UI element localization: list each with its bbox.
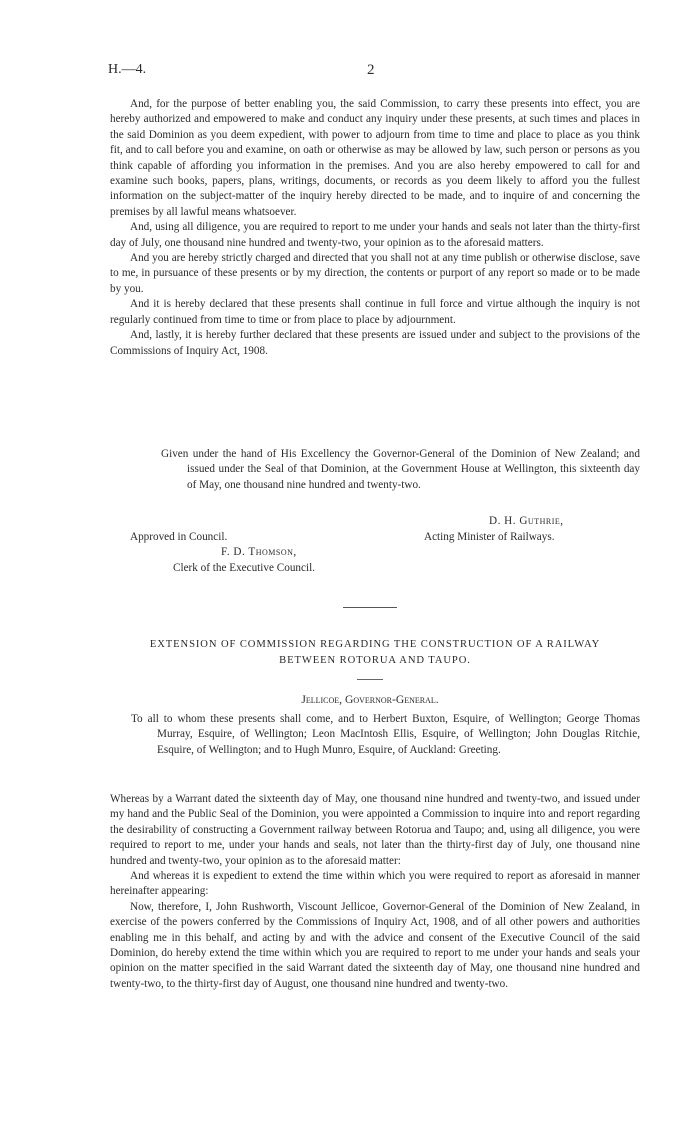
paragraph-report-deadline: And, using all diligence, you are required to report to me under your hands and seals not later than the thirty-first day of July, one thousand nine hundred and twenty-two, your opinion as to the aforesaid matters. (110, 221, 640, 249)
commission-body (110, 97, 640, 359)
section-reference: H.—4. (108, 62, 147, 77)
extension-heading-line1: EXTENSION OF COMMISSION REGARDING THE CONSTRUCTION OF A RAILWAY (149, 639, 601, 650)
given-under-clause: Given under the hand of His Excellency the Governor-General of the Dominion of New Zealand; and issued under the Seal of that Dominion, at the Government House at Wellington, this sixteenth day of May, one thousand nine hundred and twenty-two. (161, 448, 640, 491)
clerk-name: F. D. Thomson, (221, 546, 297, 558)
paragraph-whereas-warrant: Whereas by a Warrant dated the sixteenth day of May, one thousand nine hundred and twenty-two, and issued under my hand and the Public Seal of the Dominion, you were appointed a Commission to inquire into and report regarding the desirability of constructing a Government railway between Rotorua and Taupo; and, using all diligence, you were required to report to me, under your hands and seals, not later than the thirty-first day of July, one thousand nine hundred and twenty-two, your opinion as to the aforesaid matter: (110, 793, 640, 867)
addressee-clause: To all to whom these presents shall come, and to Herbert Buxton, Esquire, of Wellington; George Thomas Murray, Esquire, of Wellington; Leon MacIntosh Ellis, Esquire, of Wellington; John Douglas Ritchie, Esquire, of Wellington; and to Hugh Munro, Esquire, of Auckland: Greeting. (131, 713, 640, 756)
extension-heading (100, 637, 650, 669)
paragraph-confidentiality: And you are hereby strictly charged and directed that you shall not at any time publish or otherwise disclose, save to me, in pursuance of these presents or by my direction, the contents or purport of any report so made or to be made by you. (110, 252, 640, 295)
approved-in-council: Approved in Council. (130, 531, 228, 543)
section-divider (343, 607, 397, 608)
signatory-name: D. H. Guthrie, (489, 515, 564, 527)
extension-body (110, 792, 640, 992)
paragraph-provisions: And, lastly, it is hereby further declared that these presents are issued under and subject to the provisions of the Commissions of Inquiry Act, 1908. (110, 329, 640, 357)
paragraph-whereas-expedient: And whereas it is expedient to extend the time within which you were required to report as aforesaid in manner hereinafter appearing: (110, 870, 640, 898)
paragraph-continuance: And it is hereby declared that these presents shall continue in full force and virtue although the inquiry is not regularly continued from time to time or from place to place by adjournment. (110, 298, 640, 326)
heading-underline (357, 679, 383, 680)
governor-general: Jellicoe, Governor-General. (301, 693, 439, 706)
page-number: 2 (367, 62, 375, 78)
clerk-title: Clerk of the Executive Council. (173, 562, 315, 574)
paragraph-now-therefore: Now, therefore, I, John Rushworth, Viscount Jellicoe, Governor-General of the Dominion of New Zealand, in exercise of the powers conferred by the Commissions of Inquiry Act, 1908, and of all other powers and authorities enabling me in this behalf, and acting by and with the advice and consent of the Executive Council of the said Dominion, do hereby extend the time within which you are required to report to me under your hands and seals your opinion on the matter specified in the said Warrant dated the sixteenth day of May, one thousand nine hundred and twenty-two, to the thirty-first day of August, one thousand nine hundred and twenty-two. (110, 900, 640, 990)
extension-heading-line2: BETWEEN ROTORUA AND TAUPO. (279, 655, 471, 666)
signatory-title: Acting Minister of Railways. (424, 531, 555, 543)
paragraph-powers: And, for the purpose of better enabling you, the said Commission, to carry these presents into effect, you are hereby authorized and empowered to make and conduct any inquiry under these presents, at such times and places in the said Dominion as you deem expedient, with power to adjourn from time to time and place to place as you think fit, and to call before you and examine, on oath or otherwise as may be allowed by law, such person or persons as you think capable of affording you information in the premises. And you are also hereby empowered to call for and examine such books, papers, plans, writings, documents, or records as you deem likely to afford you the fullest information on the subject-matter of the inquiry hereby directed to be made, and to inquire of and concerning the premises by all lawful means whatsoever. (110, 98, 640, 218)
